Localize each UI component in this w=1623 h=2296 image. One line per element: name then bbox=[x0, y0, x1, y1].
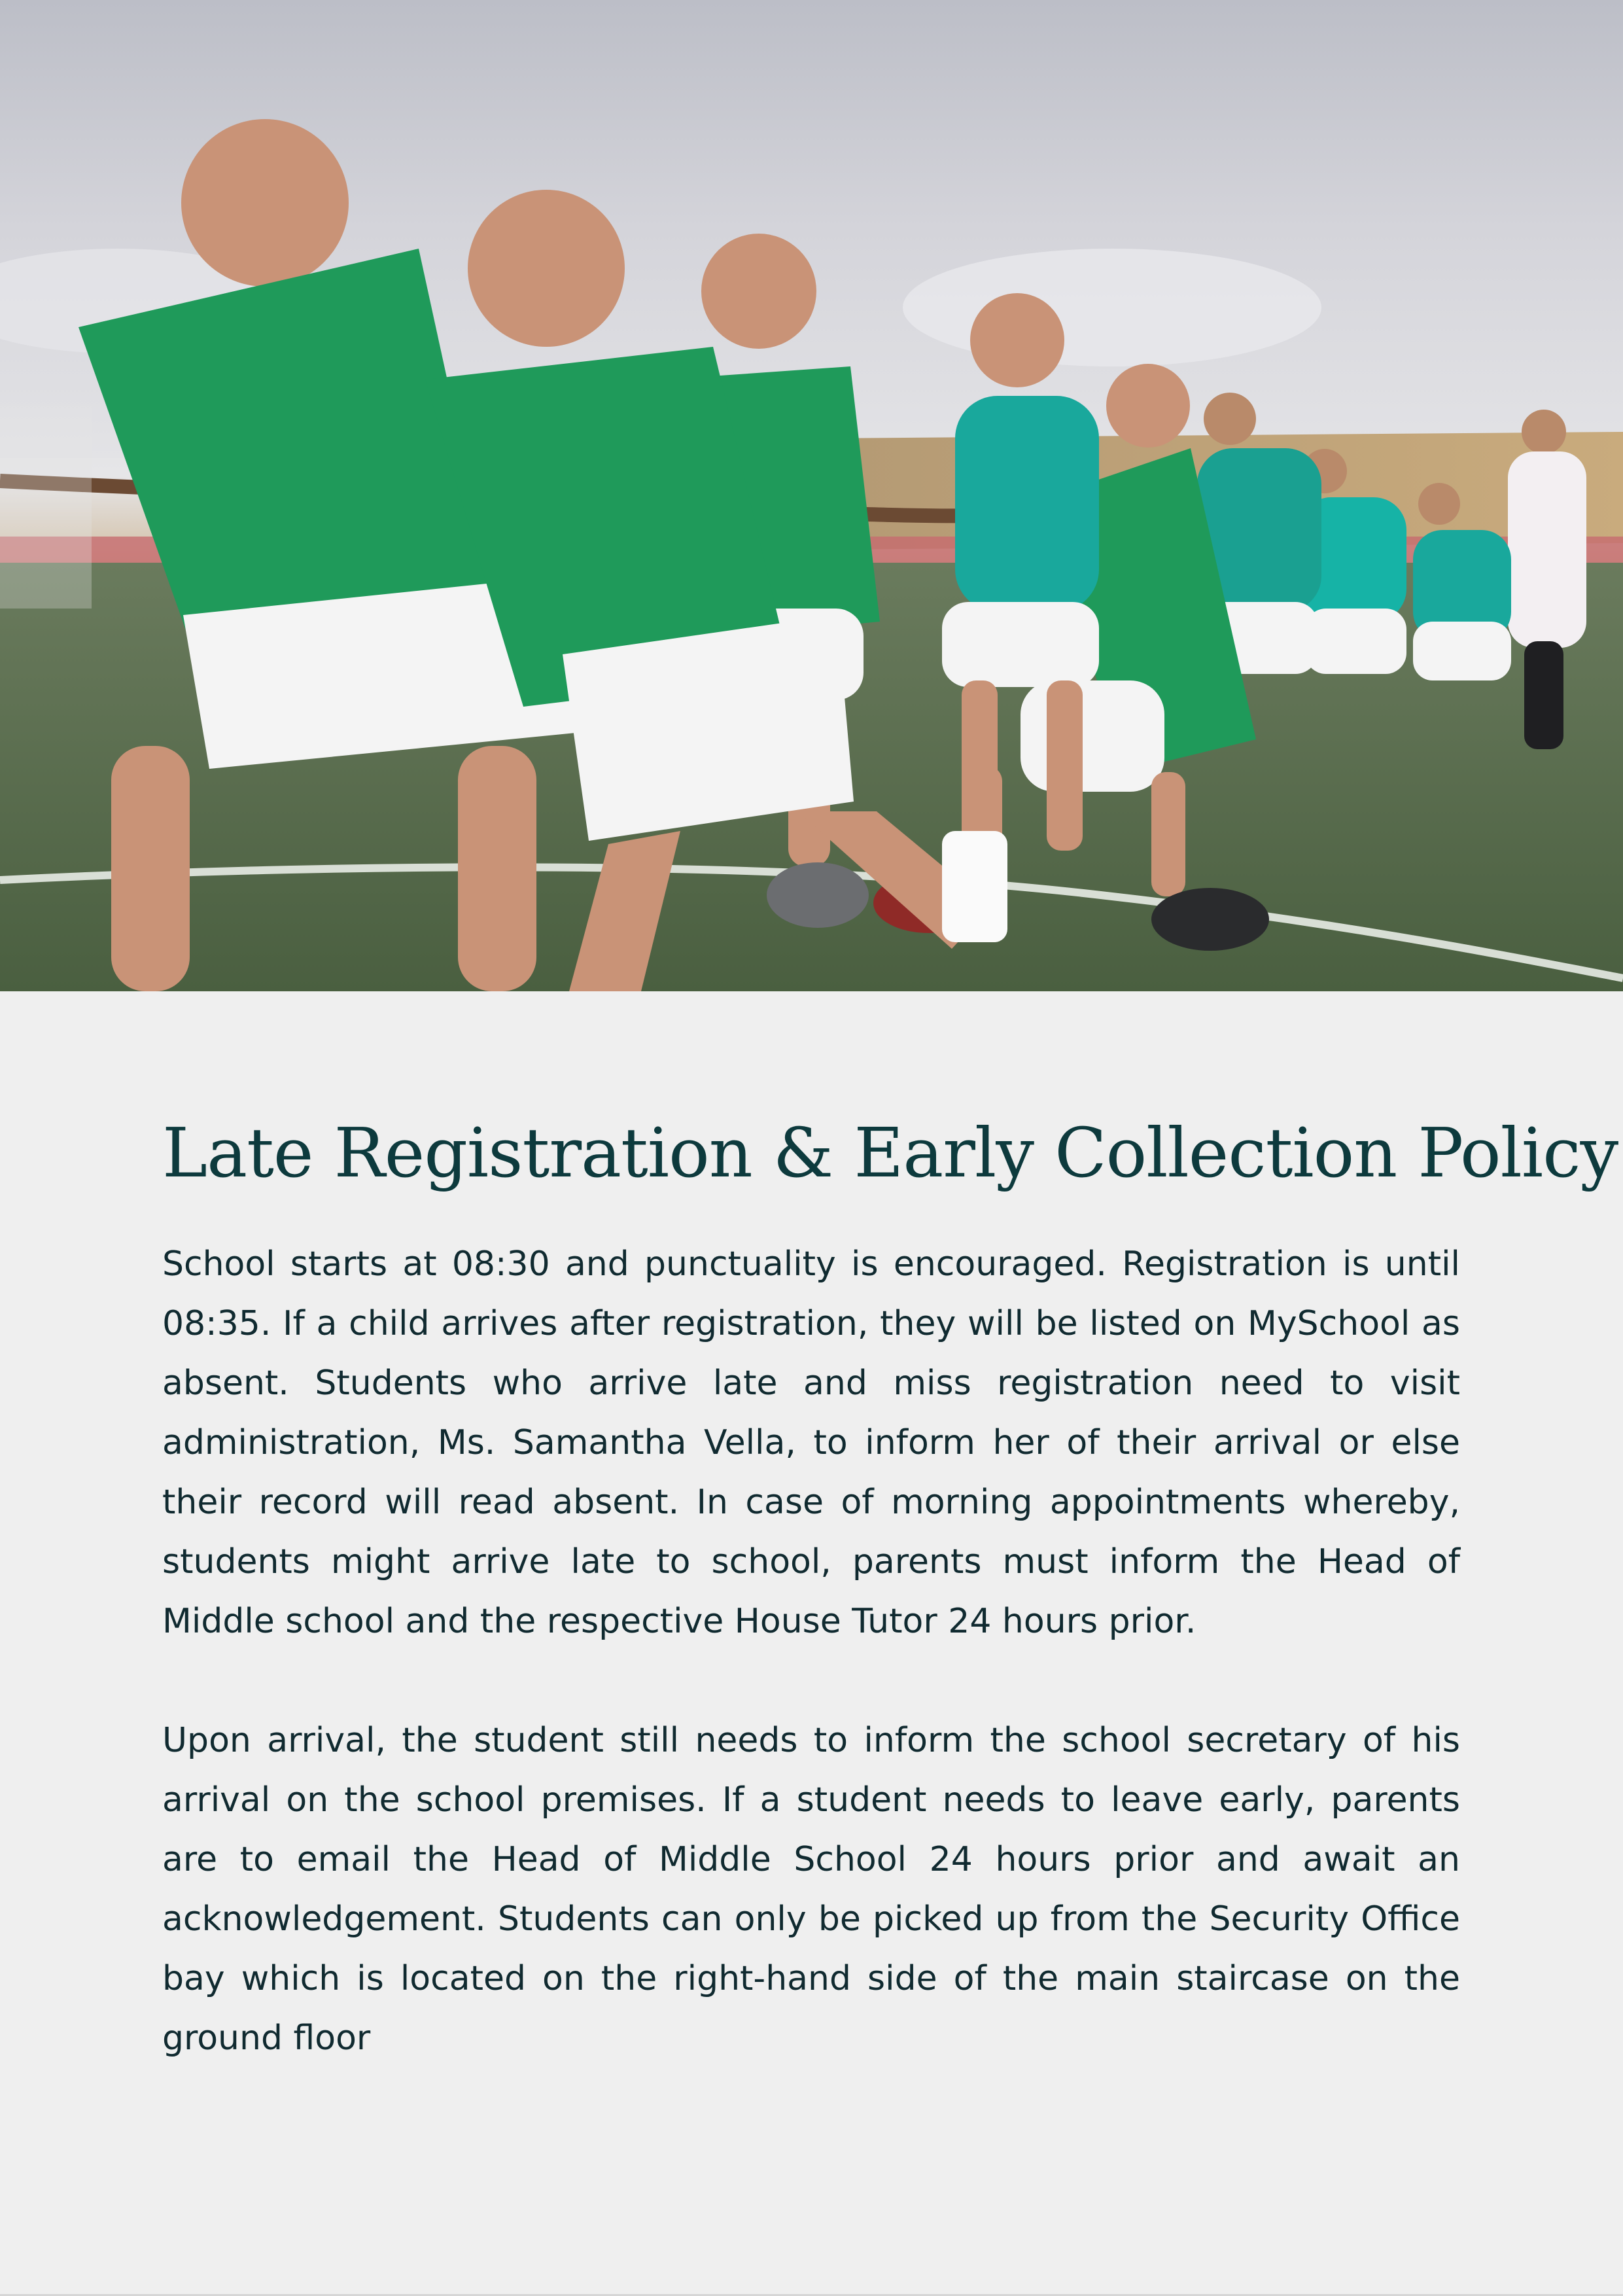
tug-of-war-photo-icon bbox=[0, 0, 1623, 991]
hero-photo bbox=[0, 0, 1623, 991]
background-stands bbox=[0, 406, 92, 609]
cloud bbox=[903, 249, 1321, 366]
teacher-legs bbox=[1524, 641, 1563, 749]
teacher-head bbox=[1522, 410, 1566, 454]
policy-paragraph-1: School starts at 08:30 and punctuality is encouraged. Registration is until 08:35. If a child arrives after registration, they will be listed on MySchool as absent. Students who arrive late and miss registration need to visit administration, Ms. Samantha Vella, to inform her of their arrival or else their record will read absent. In case of morning appointments whereby, students might arrive late to school, parents must inform the Head of Middle school and the respective House Tutor 24 hours prior. bbox=[162, 1244, 1460, 1641]
page-title: Late Registration & Early Collection Policy bbox=[162, 1113, 1618, 1193]
policy-paragraph-2: Upon arrival, the student still needs to inform the school secretary of his arrival on the school premises. If a student needs to leave early, parents are to email the Head of Middle School 24 hours prior and await an acknowledgement. Students can only be picked up from the Security Office bay which is located on the right-hand side of the main staircase on the ground floor bbox=[162, 1720, 1460, 2058]
teacher-coat bbox=[1508, 451, 1586, 648]
policy-content bbox=[162, 1112, 1618, 2068]
